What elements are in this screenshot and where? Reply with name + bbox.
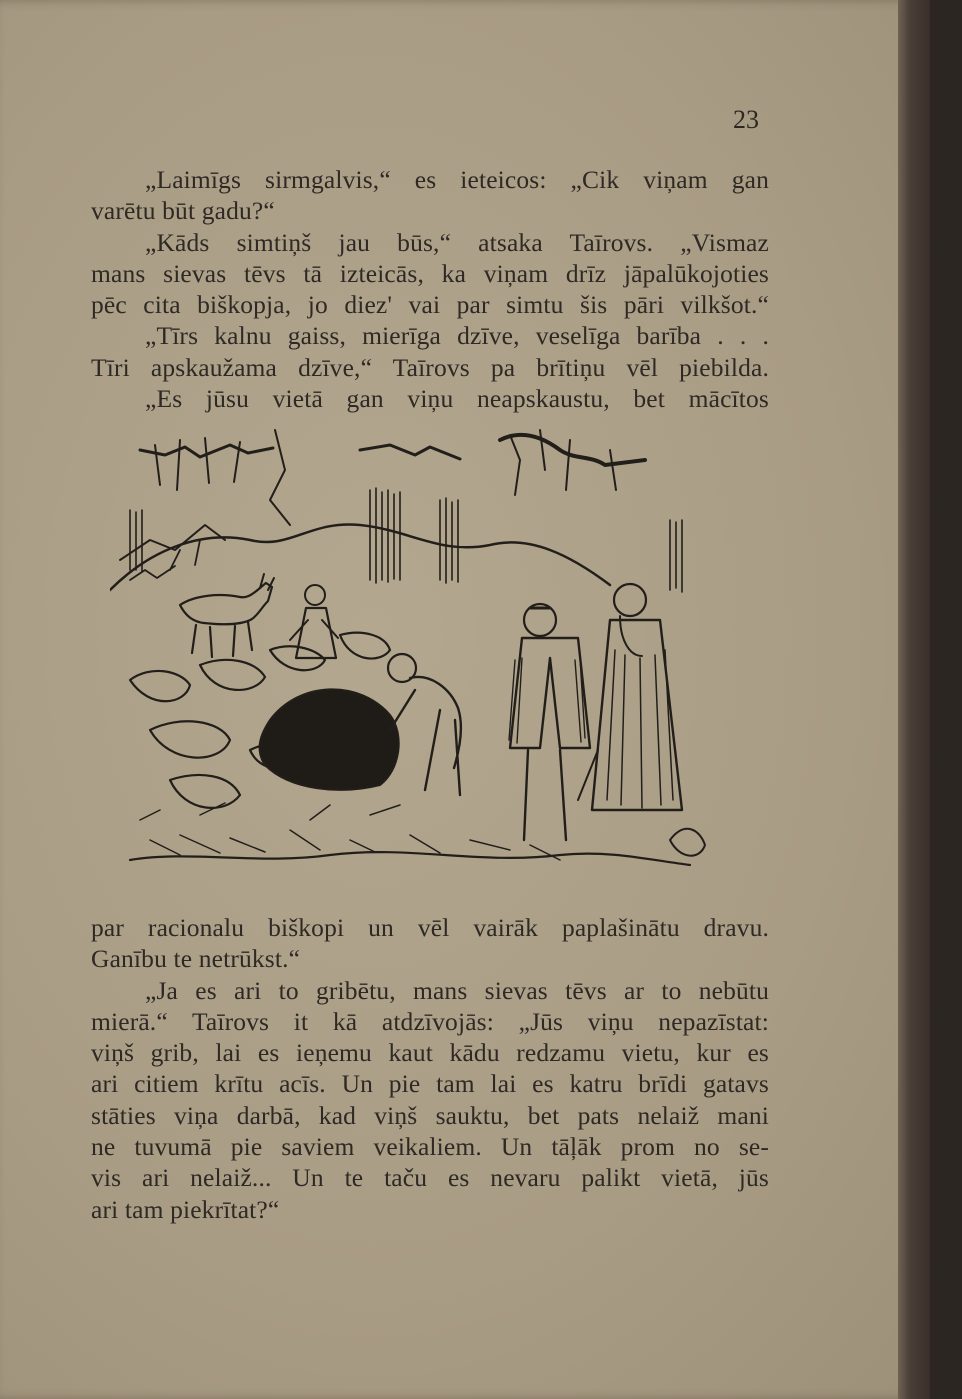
text-block-bottom	[91, 912, 769, 1225]
text-line: „Ja es ari to gribētu, mans sievas tēvs ar to nebūtu	[145, 975, 769, 1005]
text-line: mans sievas tēvs tā izteicās, ka viņam drīz jāpalūkojoties	[91, 258, 769, 288]
engraving-illustration	[110, 420, 720, 900]
text-line: vis ari nelaiž... Un te taču es nevaru palikt vietā, jūs	[91, 1163, 769, 1193]
text-line: ari citiem krītu acīs. Un pie tam lai es katru brīdi gatavs	[91, 1069, 769, 1099]
text-line: „Kāds simtiņš jau būs,“ atsaka Taīrovs. „Vismaz	[145, 227, 769, 257]
page-number: 23	[733, 105, 759, 134]
text-line: mierā.“ Taīrovs it kā atdzīvojās: „Jūs viņu nepazīstat:	[91, 1006, 769, 1036]
text-line: ari tam piekrītat?“	[91, 1194, 280, 1224]
text-line: viņš grib, lai es ieņemu kaut kādu redzamu vietu, kur es	[91, 1038, 769, 1068]
text-line: pēc cita biškopja, jo diez' vai par simtu šis pāri vilkšot.“	[91, 290, 769, 320]
text-line: ne tuvumā pie saviem veikaliem. Un tāļāk prom no se-	[91, 1132, 769, 1162]
text-line: par racionalu biškopi un vēl vairāk paplašinātu dravu.	[91, 913, 769, 942]
text-line: varētu būt gadu?“	[91, 196, 275, 226]
text-line: „Tīrs kalnu gaiss, mierīga dzīve, veselīga barība . . .	[145, 321, 769, 351]
text-line: „Es jūsu vietā gan viņu neapskaustu, bet mācītos	[145, 384, 769, 414]
text-block-top	[91, 164, 769, 414]
text-line: stāties viņa darbā, kad viņš sauktu, bet pats nelaiž mani	[91, 1100, 769, 1130]
text-line: Tīri apskaužama dzīve,“ Taīrovs pa brītiņu vēl piebilda.	[91, 352, 769, 382]
text-line: „Laimīgs sirmgalvis,“ es ieteicos: „Cik viņam gan	[145, 165, 769, 194]
page-edge	[898, 0, 930, 1399]
text-line: Ganību te netrūkst.“	[91, 944, 301, 974]
